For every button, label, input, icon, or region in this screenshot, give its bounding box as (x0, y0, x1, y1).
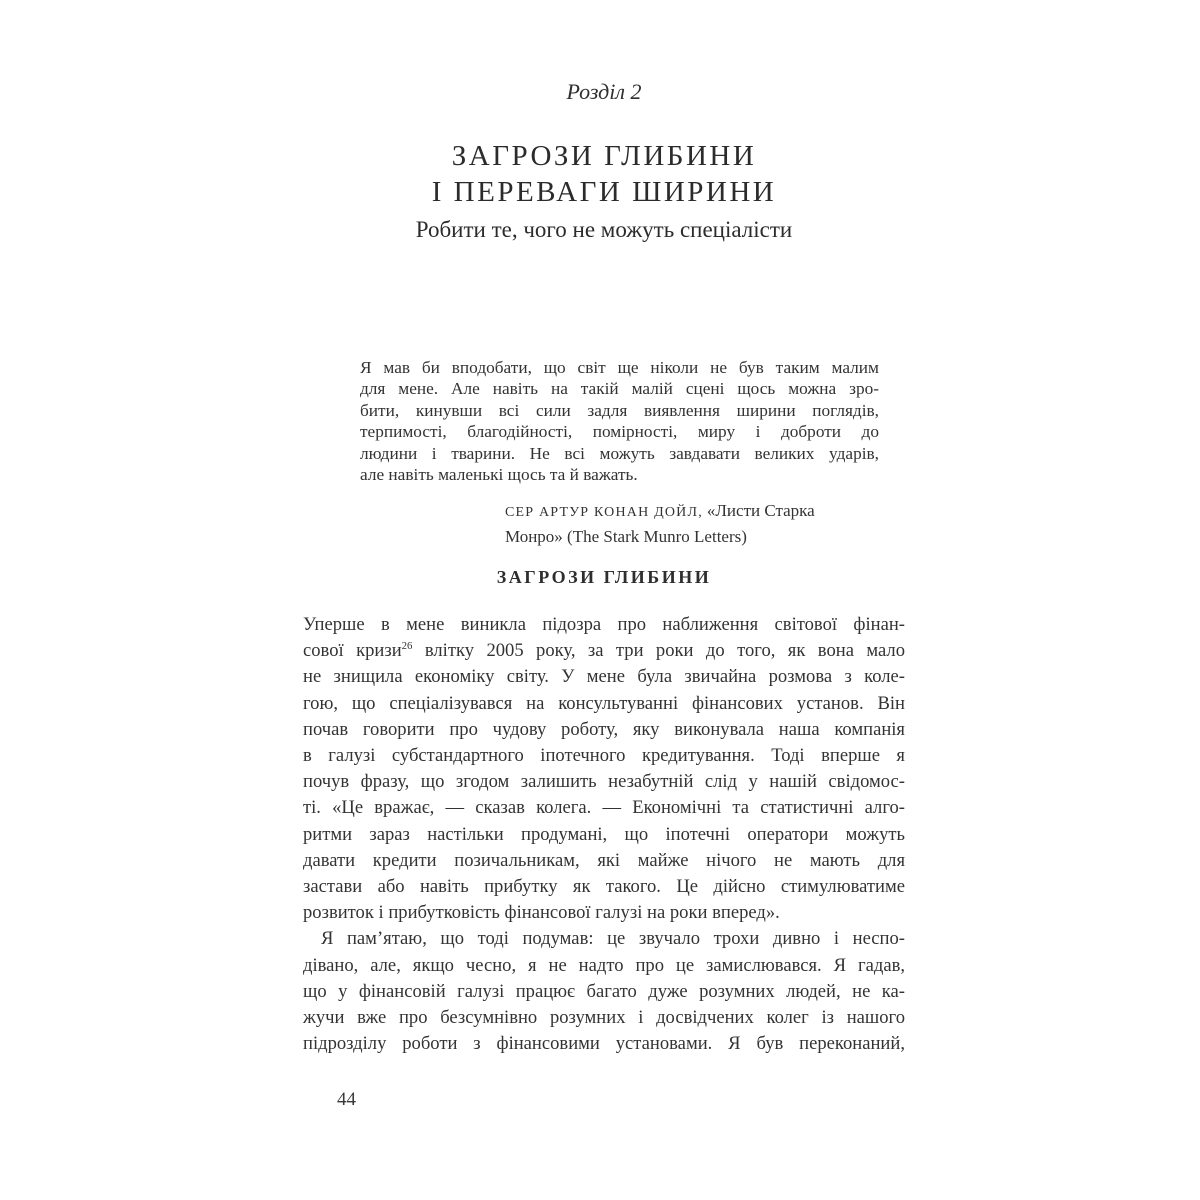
footnote-ref-26: 26 (401, 640, 413, 653)
epigraph-line: Я мав би вподобати, що світ ще ніколи не був таким малим (360, 358, 879, 377)
epigraph-line: людини і тварини. Не всі можуть завдавати великих ударів, (360, 443, 879, 463)
chapter-title-line-1: ЗАГРОЗИ ГЛИБИНИ (451, 140, 757, 172)
body-line: гою, що спеціалізувався на консультуванні фінансових установ. Він (303, 692, 905, 714)
epigraph-line: бити, кинувши всі сили задля виявлення ширини поглядів, (360, 400, 879, 420)
epigraph-line: для мене. Але навіть на такій малій сцені щось можна зро- (360, 379, 879, 399)
body-line: не знищила економіку світу. У мене була звичайна розмова з коле- (303, 666, 905, 688)
section-heading: ЗАГРОЗИ ГЛИБИНИ (496, 567, 712, 587)
body-line: дівано, але, якщо чесно, я не надто про це замислювався. Я гадав, (303, 954, 905, 976)
body-line: Уперше в мене виникла підозра про наближення світової фінан- (303, 614, 905, 635)
body-line: підрозділу роботи з фінансовими установами. Я був переконаний, (303, 1033, 905, 1055)
body-line-text: сової кризи (303, 640, 402, 662)
attribution-line-2: Монро» (The Stark Munro Letters) (505, 526, 747, 546)
epigraph-line: але навіть маленькі щось та й важать. (360, 465, 638, 485)
epigraph-attribution (505, 499, 885, 548)
attribution-line-1 (505, 499, 885, 525)
chapter-title-line-2: І ПЕРЕВАГИ ШИРИНИ (431, 175, 777, 208)
body-line (303, 638, 905, 664)
body-line: давати кредити позичальникам, які майже нічого не мають для (303, 849, 905, 871)
body-line-text: влітку 2005 року, за три роки до того, як вона мало (412, 640, 906, 662)
epigraph-line: терпимості, благодійності, помірності, миру і доброти до (360, 422, 879, 442)
body-line: почав говорити про чудову роботу, яку виконувала наша компанія (303, 718, 905, 740)
body-line: жучи вже про безсумнівно розумних і досвідчених колег із нашого (303, 1007, 905, 1029)
page-number: 44 (337, 1089, 356, 1110)
body-line: застави або навіть прибутку як такого. Це дійсно стимулюватиме (303, 876, 905, 898)
body-line: ритми зараз настільки продумані, що іпотечні оператори можуть (303, 823, 905, 845)
body-line: ті. «Це вражає, — сказав колега. — Економічні та статистичні алго- (303, 797, 905, 819)
body-line: розвиток і прибутковість фінансової галузі на роки вперед». (303, 902, 780, 924)
attribution-work-start: «Листи Старка (706, 501, 815, 520)
chapter-label: Розділ 2 (566, 79, 642, 104)
body-line: Я пам’ятаю, що тоді подумав: це звучало трохи дивно і неспо- (321, 928, 905, 950)
attribution-author: СЕР АРТУР КОНАН ДОЙЛ, (505, 505, 703, 520)
body-line: що у фінансовій галузі працює багато дуже розумних людей, не ка- (303, 980, 905, 1002)
body-line: в галузі субстандартного іпотечного кредитування. Тоді вперше я (303, 745, 905, 767)
body-line: почув фразу, що згодом залишить незабутній слід у нашій свідомос- (303, 771, 905, 793)
body-text (303, 612, 905, 1057)
chapter-title (303, 139, 905, 210)
body-paragraph-1 (303, 612, 905, 926)
epigraph-quote (360, 357, 879, 485)
body-paragraph-2 (303, 926, 905, 1057)
chapter-subtitle: Робити те, чого не можуть спеціалісти (415, 217, 793, 242)
